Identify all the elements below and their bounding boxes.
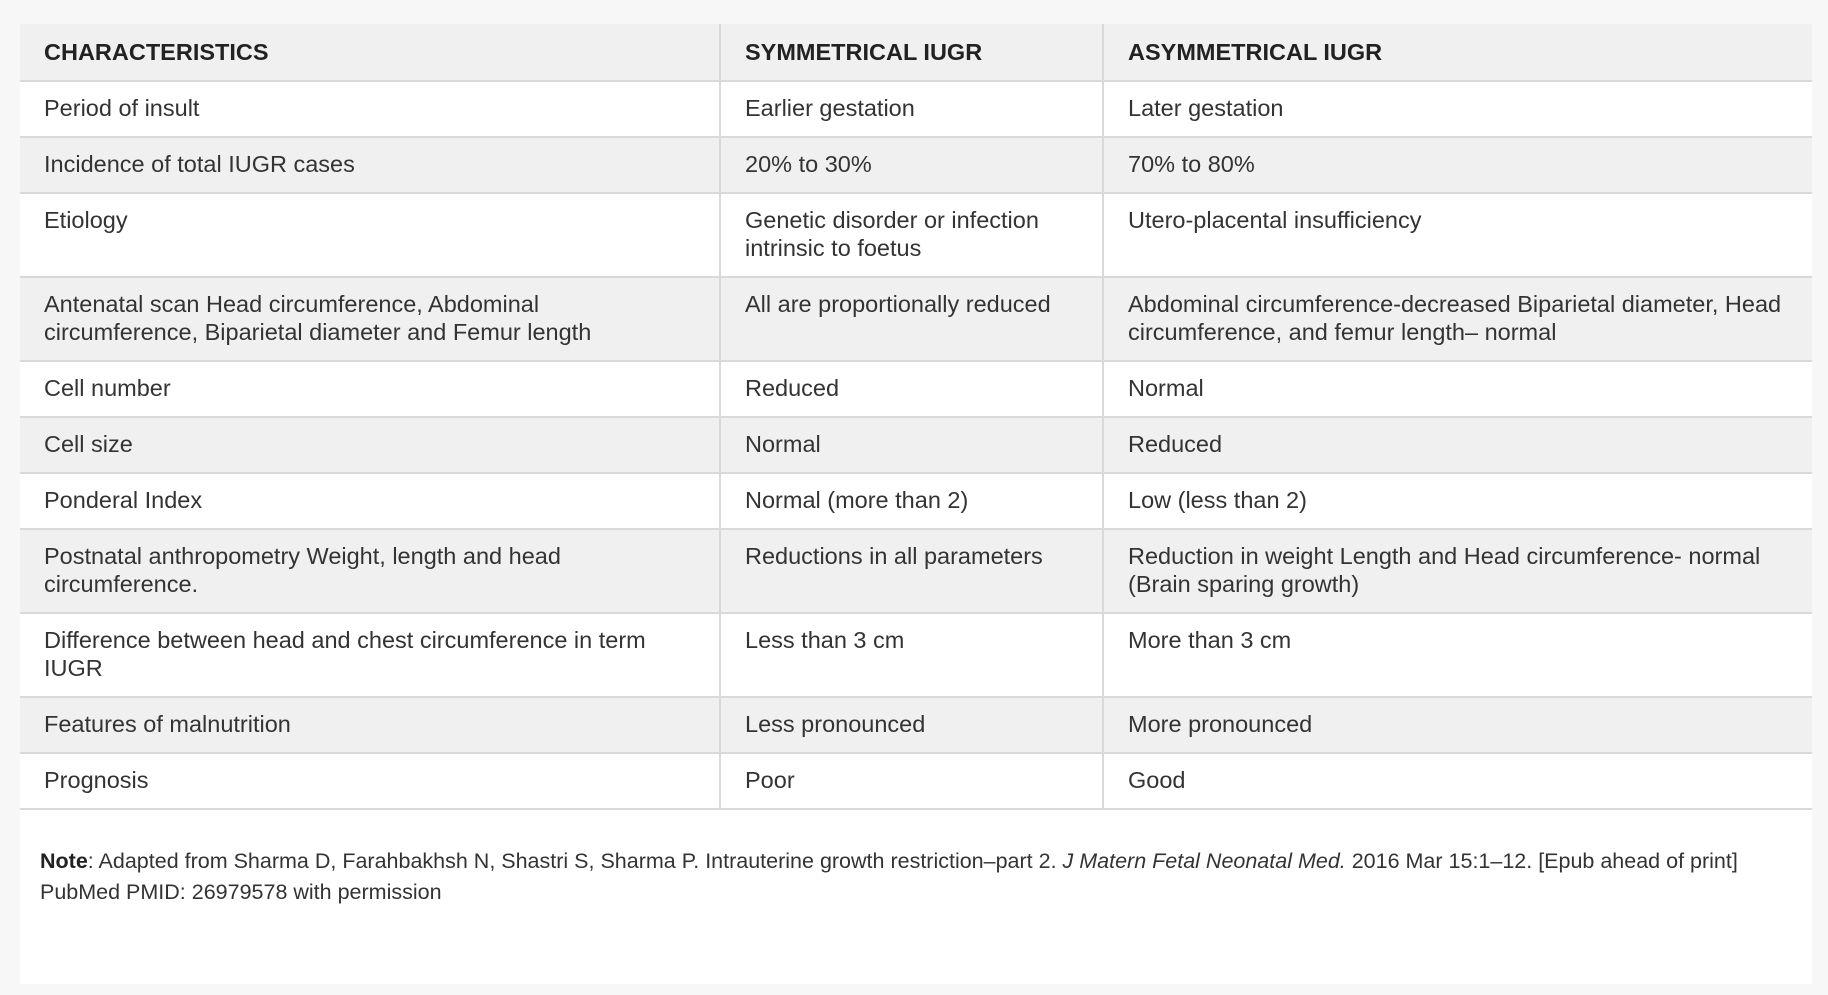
cell-asymmetrical: More than 3 cm: [1103, 613, 1812, 697]
table-row: [20, 753, 1812, 809]
header-characteristics: CHARACTERISTICS: [20, 24, 720, 81]
cell-asymmetrical: Abdominal circumference-decreased Biparietal diameter, Head circumference, and femur length– normal: [1103, 277, 1812, 361]
cell-asymmetrical: Later gestation: [1103, 81, 1812, 137]
cell-characteristic: Period of insult: [20, 81, 720, 137]
table-container: [20, 24, 1812, 984]
cell-characteristic: Incidence of total IUGR cases: [20, 137, 720, 193]
cell-characteristic: Postnatal anthropometry Weight, length and head circumference.: [20, 529, 720, 613]
iugr-comparison-table: [20, 24, 1812, 810]
cell-symmetrical: All are proportionally reduced: [720, 277, 1103, 361]
table-row: [20, 361, 1812, 417]
header-symmetrical-iugr: SYMMETRICAL IUGR: [720, 24, 1103, 81]
table-row: [20, 81, 1812, 137]
cell-symmetrical: Poor: [720, 753, 1103, 809]
table-row: [20, 277, 1812, 361]
table-row: [20, 193, 1812, 277]
cell-symmetrical: Genetic disorder or infection intrinsic to foetus: [720, 193, 1103, 277]
cell-characteristic: Features of malnutrition: [20, 697, 720, 753]
cell-characteristic: Prognosis: [20, 753, 720, 809]
table-row: [20, 473, 1812, 529]
cell-characteristic: Antenatal scan Head circumference, Abdominal circumference, Biparietal diameter and Femur length: [20, 277, 720, 361]
cell-asymmetrical: 70% to 80%: [1103, 137, 1812, 193]
note-citation-text: Adapted from Sharma D, Farahbakhsh N, Shastri S, Sharma P. Intrauterine growth restriction–part 2.: [98, 849, 1063, 873]
cell-symmetrical: Normal: [720, 417, 1103, 473]
note-citation-details: 2016 Mar 15:1–12. [Epub ahead of print] PubMed PMID: 26979578 with permission: [40, 849, 1738, 904]
cell-asymmetrical: Good: [1103, 753, 1812, 809]
table-note: [40, 846, 1790, 908]
table-header-row: [20, 24, 1812, 81]
cell-symmetrical: Reductions in all parameters: [720, 529, 1103, 613]
note-label: Note: [40, 849, 88, 873]
cell-asymmetrical: More pronounced: [1103, 697, 1812, 753]
table-row: [20, 417, 1812, 473]
cell-asymmetrical: Reduced: [1103, 417, 1812, 473]
table-row: [20, 137, 1812, 193]
table-row: [20, 529, 1812, 613]
note-journal-name: J Matern Fetal Neonatal Med.: [1062, 849, 1346, 873]
cell-asymmetrical: Utero-placental insufficiency: [1103, 193, 1812, 277]
cell-asymmetrical: Low (less than 2): [1103, 473, 1812, 529]
cell-characteristic: Cell number: [20, 361, 720, 417]
cell-characteristic: Etiology: [20, 193, 720, 277]
cell-characteristic: Difference between head and chest circumference in term IUGR: [20, 613, 720, 697]
cell-symmetrical: Less than 3 cm: [720, 613, 1103, 697]
table-row: [20, 613, 1812, 697]
cell-symmetrical: Earlier gestation: [720, 81, 1103, 137]
cell-characteristic: Cell size: [20, 417, 720, 473]
cell-characteristic: Ponderal Index: [20, 473, 720, 529]
note-separator: :: [87, 849, 99, 873]
header-asymmetrical-iugr: ASYMMETRICAL IUGR: [1103, 24, 1812, 81]
table-row: [20, 697, 1812, 753]
cell-symmetrical: Less pronounced: [720, 697, 1103, 753]
cell-asymmetrical: Reduction in weight Length and Head circumference- normal (Brain sparing growth): [1103, 529, 1812, 613]
cell-symmetrical: Normal (more than 2): [720, 473, 1103, 529]
cell-symmetrical: Reduced: [720, 361, 1103, 417]
cell-asymmetrical: Normal: [1103, 361, 1812, 417]
cell-symmetrical: 20% to 30%: [720, 137, 1103, 193]
